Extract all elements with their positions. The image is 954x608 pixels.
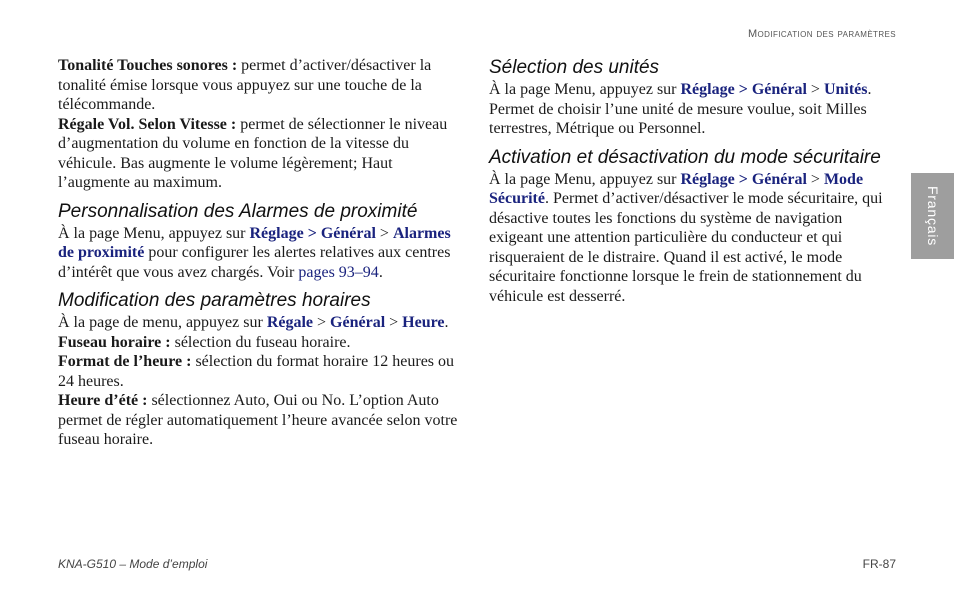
time-text-1: À la page de menu, appuyez sur: [58, 314, 267, 331]
language-tab-label: Français: [924, 185, 941, 247]
proximity-text-2: pour configurer les alertes relatives aux centres d’intérêt que vous avez chargés. Voir: [58, 244, 451, 281]
language-tab: [911, 173, 954, 259]
units-heading: Sélection des unités: [489, 57, 660, 78]
path-separator: >: [806, 81, 824, 98]
timezone-text: sélection du fuseau horaire.: [170, 333, 351, 351]
proximity-text-1: À la page Menu, appuyez sur: [58, 224, 250, 242]
safe-text-1: À la page Menu, appuyez sur: [489, 170, 681, 188]
menu-path-reglage-general: Réglage > Général: [680, 81, 807, 98]
safe-text-2: . Permet d’activer/désactiver le mode sécuritaire, qui désactive toutes les fonctions du système de navigation exigeant une attention particulière du conducteur et qui risqueraient de le distraire. Quand il est activé, le mode sécuritaire fonctionne lorsque le frein de stationnement du véhicule est desserré.: [489, 190, 883, 305]
menu-path-reglage-general: Réglage > Général: [249, 224, 376, 242]
menu-path-regale: Régale: [266, 314, 314, 331]
footer-page-number: FR-87: [862, 557, 896, 571]
menu-path-general: Général: [330, 314, 386, 331]
time-format-label: Format de l’heure :: [58, 353, 192, 370]
proximity-text-3: .: [378, 263, 383, 281]
proximity-alarms-paragraph: [58, 224, 468, 283]
footer-manual-title: KNA-G510 – Mode d’emploi: [58, 557, 208, 571]
tonalite-paragraph: [58, 56, 468, 115]
units-text-1: À la page Menu, appuyez sur: [489, 81, 681, 98]
proximity-alarms-heading: Personnalisation des Alarmes de proximité: [58, 200, 418, 222]
menu-path-heure: Heure: [402, 314, 445, 331]
path-separator: >: [313, 314, 331, 331]
dst-label: Heure d’été :: [58, 392, 148, 409]
pages-link[interactable]: pages 93–94: [298, 263, 379, 281]
timezone-paragraph: [58, 333, 468, 353]
safe-mode-paragraph: [489, 170, 891, 307]
menu-path-reglage-general: Réglage > Général: [680, 170, 807, 188]
time-format-text: sélection du format horaire 12 heures ou 24 heures.: [58, 353, 455, 390]
time-format-paragraph: [58, 352, 468, 391]
time-text-2: .: [444, 314, 449, 331]
menu-path-alarmes: Alarmes de proximité: [58, 224, 451, 261]
tonalite-label: Tonalité Touches sonores :: [58, 57, 238, 74]
menu-path-unites: Unités: [823, 81, 868, 98]
volume-text: permet de sélectionner le niveau d’augmentation du volume en fonction de la vitesse du véhicule. Bas augmente le volume légèrement; Haut l’augmente au maximum.: [58, 115, 448, 191]
path-separator: >: [806, 170, 824, 188]
menu-path-mode-securite: Mode Sécurité: [489, 170, 864, 207]
timezone-label: Fuseau horaire :: [58, 333, 171, 351]
dst-text: sélectionnez Auto, Oui ou No. L’option Auto permet de régler automatiquement l’heure avancée selon votre fuseau horaire.: [58, 392, 458, 448]
units-text-2: . Permet de choisir l’une unité de mesure voulue, soit Milles terrestres, Métrique ou Personnel.: [489, 81, 872, 137]
time-settings-heading: Modification des paramètres horaires: [58, 290, 371, 311]
dst-paragraph: [58, 391, 468, 450]
tonalite-text: permet d’activer/désactiver la tonalité émise lorsque vous appuyez sur une touche de la télécommande.: [58, 57, 432, 113]
running-header: Modification des paramètres: [747, 28, 896, 40]
time-settings-paragraph: [58, 313, 468, 333]
safe-mode-heading: Activation et désactivation du mode sécuritaire: [489, 146, 881, 168]
volume-label: Régale Vol. Selon Vitesse :: [58, 115, 237, 133]
units-paragraph: [489, 80, 891, 139]
path-separator: >: [375, 224, 393, 242]
volume-paragraph: [58, 115, 468, 193]
right-column: [489, 56, 891, 306]
path-separator: >: [385, 314, 403, 331]
left-column: [58, 56, 468, 450]
